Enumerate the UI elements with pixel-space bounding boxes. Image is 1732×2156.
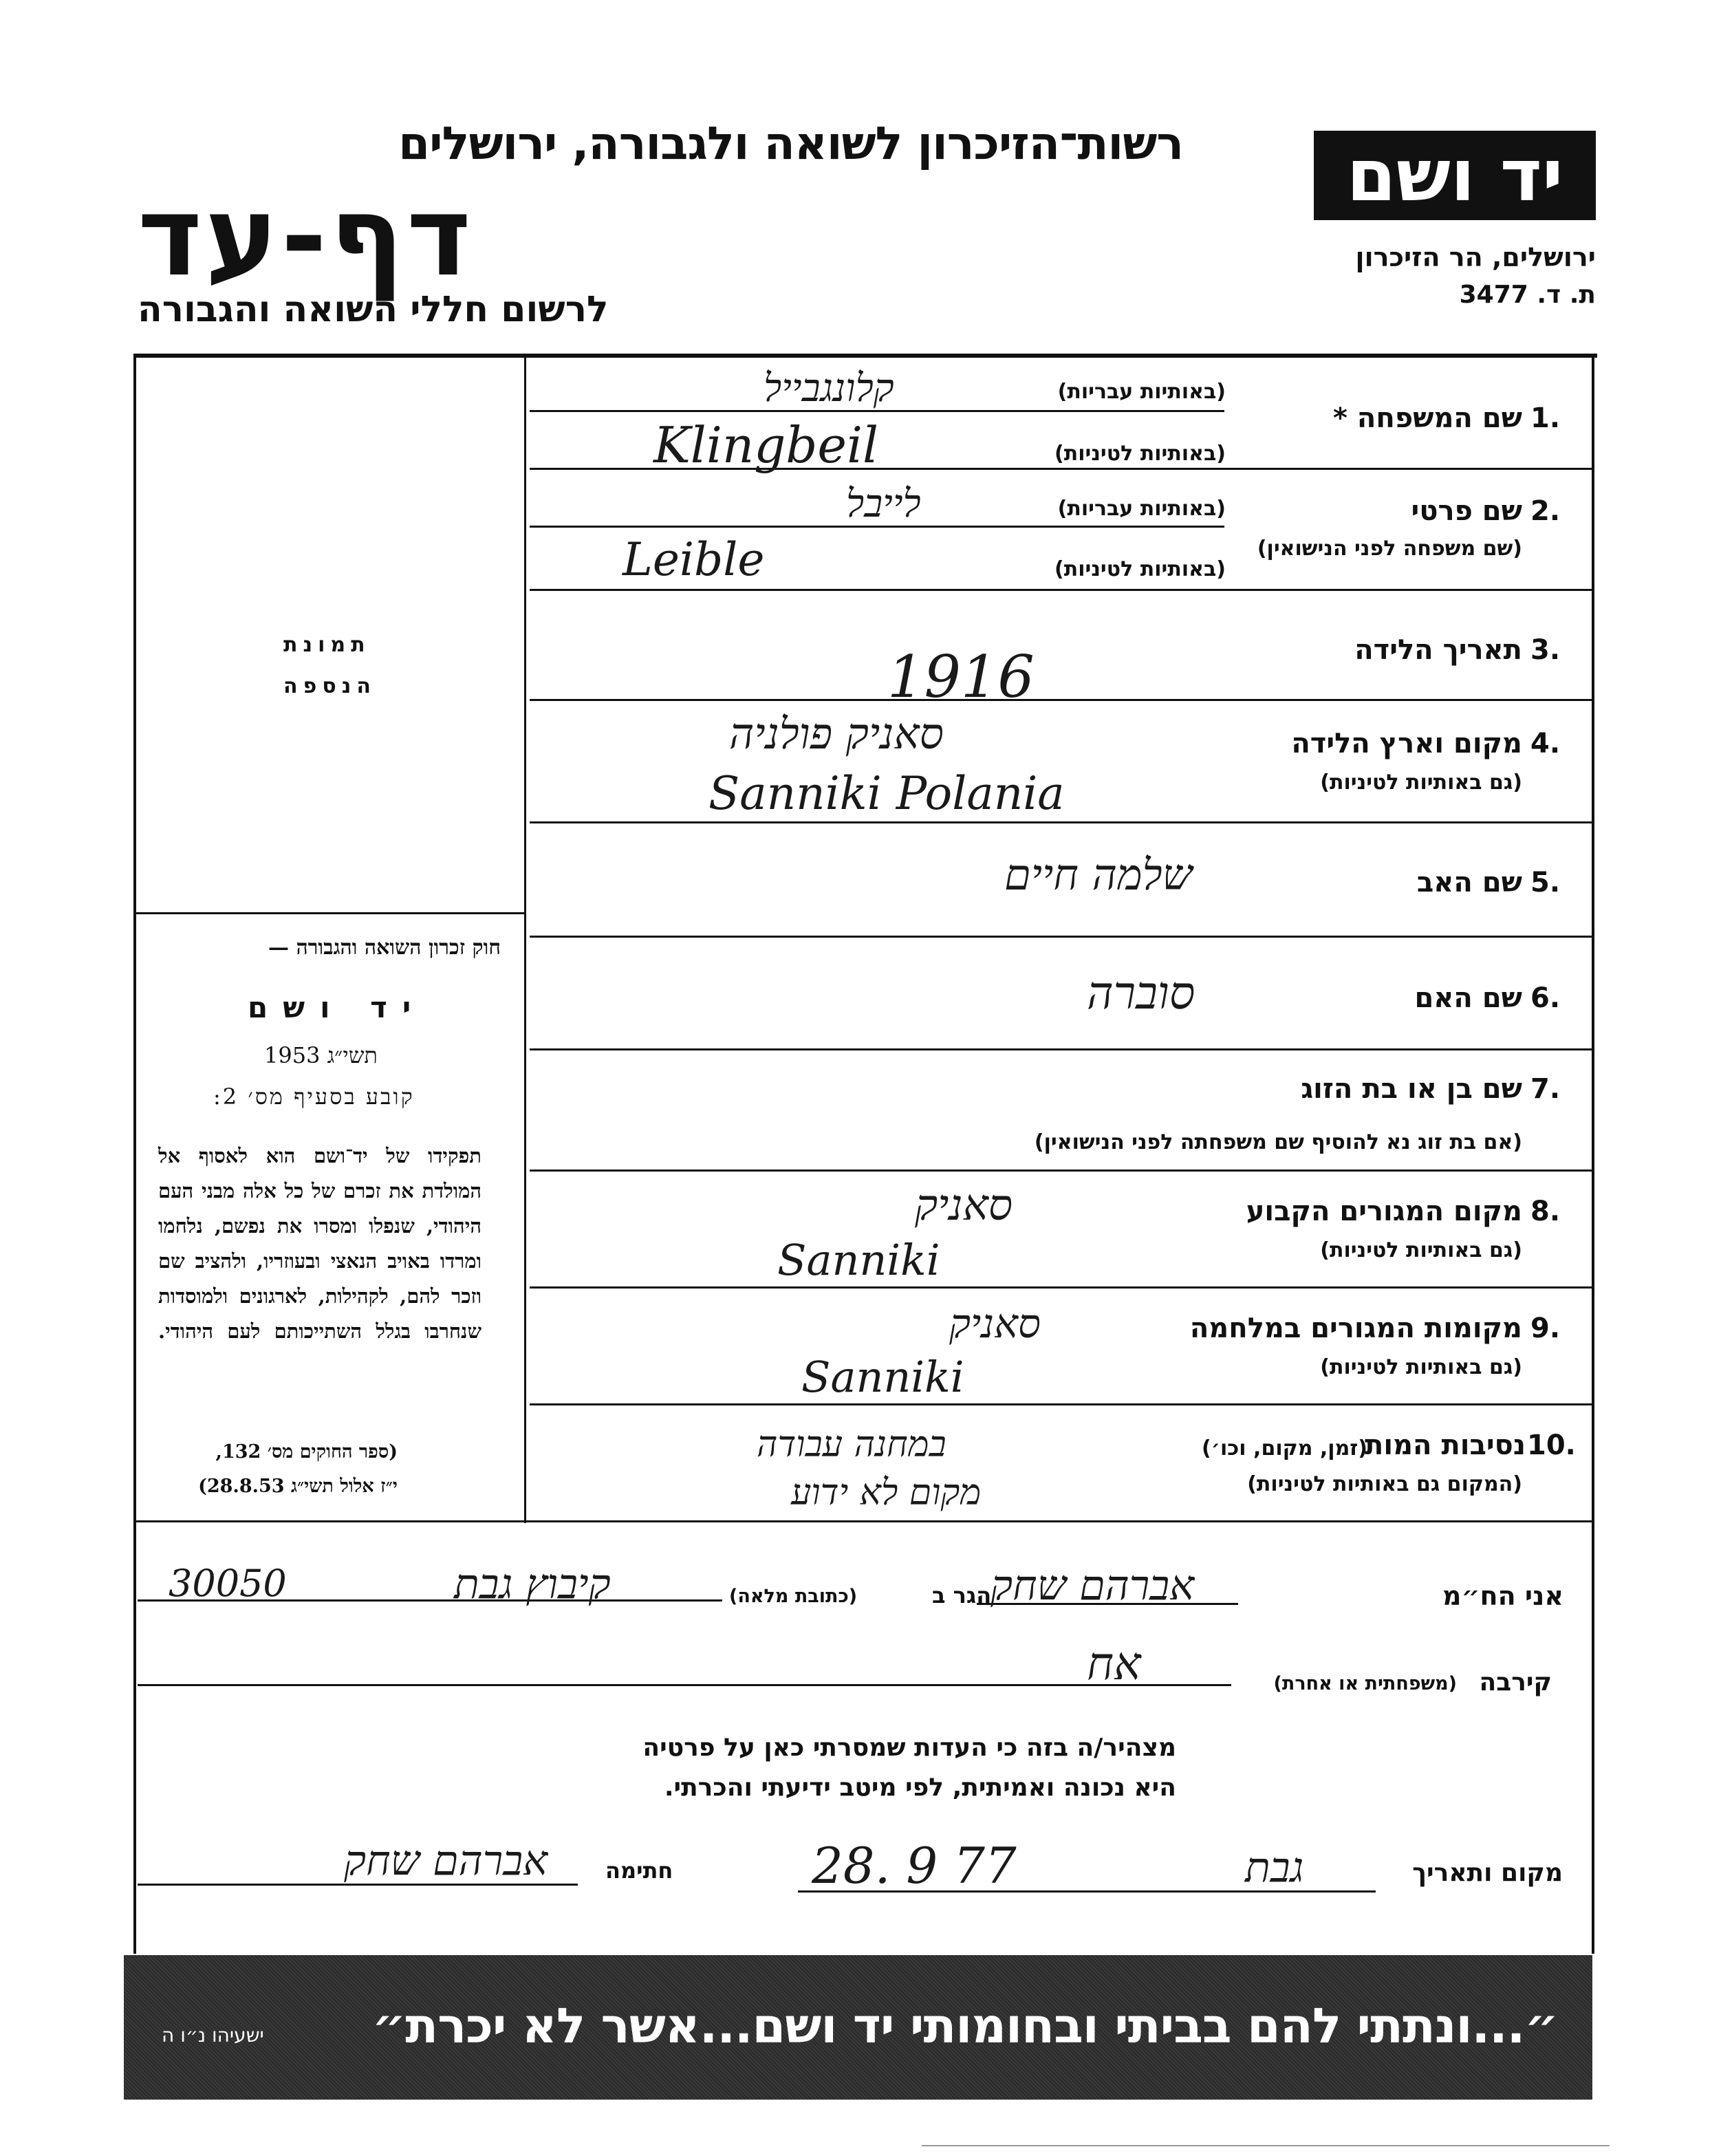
- place-value[interactable]: גבת: [1245, 1844, 1304, 1892]
- relation-hint: (משפחתית או אחרת): [1273, 1673, 1457, 1694]
- field-number: 10.: [1527, 1430, 1576, 1461]
- row-line: [530, 1169, 1593, 1172]
- latin-letters-note: (המקום גם באותיות לטיניות): [1247, 1472, 1522, 1496]
- latin-letters-note: (גם באותיות לטיניות): [1320, 1238, 1522, 1262]
- field-label-wartime-residence: מקומות המגורים במלחמה: [1189, 1313, 1522, 1344]
- witness-name-value[interactable]: אברהם שחק: [991, 1562, 1195, 1610]
- field-number: 1.: [1530, 402, 1561, 434]
- latin-letters-note: (גם באותיות לטיניות): [1320, 1355, 1522, 1379]
- row-line: [530, 1286, 1593, 1289]
- law-source-1: (ספר החוקים מס׳ 132,: [215, 1441, 398, 1463]
- residing-label: הגר ב: [932, 1582, 992, 1608]
- banner-quote: ״...ונתתי להם בביתי ובחומותי יד ושם...אשר לא יכרת״: [371, 1998, 1558, 2054]
- banner-source: ישעיהו נ״ו ה: [162, 2024, 264, 2047]
- signature-label: חתימה: [605, 1857, 673, 1884]
- address-line: ירושלים, הר הזיכרון: [1355, 242, 1596, 272]
- birth-date-value[interactable]: 1916: [887, 643, 1035, 711]
- form-right-border: [1592, 354, 1594, 1954]
- witness-i-label: אני הח״מ: [1442, 1581, 1563, 1611]
- field-label-birth-date: תאריך הלידה: [1354, 634, 1522, 666]
- photo-box-divider: [133, 912, 526, 914]
- address-hint: (כתובת מלאה): [729, 1586, 858, 1607]
- field-label-father-name: שם האב: [1416, 867, 1522, 898]
- field-label-birth-place: מקום וארץ הלידה: [1291, 728, 1522, 759]
- first-name-latin-value[interactable]: Leible: [623, 533, 765, 586]
- field-number: 2.: [1530, 495, 1561, 527]
- column-divider: [524, 354, 526, 1523]
- po-box: ת. ד. 3477: [1459, 281, 1596, 309]
- place-date-label: מקום ותאריך: [1412, 1859, 1563, 1887]
- death-circumstances-hint: (זמן, מקום, וכו׳): [1201, 1436, 1367, 1460]
- wartime-residence-hebrew-value[interactable]: סאניק: [949, 1300, 1041, 1347]
- father-name-value[interactable]: שלמה חיים: [1004, 850, 1193, 900]
- row-line: [530, 589, 1593, 591]
- law-name: יד ושם: [248, 991, 426, 1024]
- permanent-residence-latin-value[interactable]: Sanniki: [777, 1235, 940, 1285]
- form-left-border: [133, 354, 136, 1954]
- row-line: [530, 821, 1593, 823]
- mother-name-value[interactable]: סוברה: [1087, 967, 1195, 1020]
- declaration-line-2: היא נכונה ואמיתית, לפי מיטב ידיעתי והכרתי.: [664, 1774, 1176, 1802]
- hebrew-letters-hint: (באותיות עבריות): [1057, 380, 1226, 404]
- bottom-rule: [922, 2145, 1610, 2146]
- permanent-residence-hebrew-value[interactable]: סאניק: [915, 1180, 1013, 1230]
- postal-code-value[interactable]: 30050: [169, 1562, 287, 1605]
- field-label-first-name: שם פרטי: [1411, 495, 1522, 527]
- family-name-latin-value[interactable]: Klingbeil: [653, 416, 879, 474]
- birth-place-hebrew-value[interactable]: סאניק פולניה: [729, 709, 944, 759]
- signature-value[interactable]: אברהם שחק: [344, 1837, 548, 1885]
- law-source-2: י״ז אלול תשי״ג 28.8.53): [198, 1476, 398, 1497]
- form-title: דף-עד: [138, 172, 475, 301]
- field-label-death-circumstances: נסיבות המות: [1365, 1430, 1526, 1461]
- row-line: [530, 936, 1593, 938]
- field-number: 7.: [1530, 1073, 1561, 1105]
- photo-label-2: הנספה: [283, 674, 376, 698]
- declaration-line-1: מצהיר/ה בזה כי העדות שמסרתי כאן על פרטיה: [642, 1734, 1176, 1762]
- row-line: [530, 1048, 1593, 1050]
- field-number: 4.: [1530, 728, 1561, 759]
- hebrew-letters-hint: (באותיות עבריות): [1057, 497, 1226, 521]
- row-line: [133, 1520, 1593, 1522]
- relation-value[interactable]: אח: [1087, 1637, 1141, 1690]
- date-value[interactable]: 28. 9 77: [812, 1837, 1017, 1895]
- death-circumstances-value-1[interactable]: במחנה עבודה: [757, 1424, 946, 1465]
- form-top-border: [133, 354, 1597, 358]
- law-body: תפקידו של יד־ושם הוא לאסוף אל המולדת את זכרם של כל אלה מבני העם היהודי, שנפלו ומסרו את נפשם, נלחמו ומרדו באויב הנאצי ובעוזריו, ולהציב שם וזכר להם, לקהילות, לארגונים ולמוסדות שנחרבו בגלל השתייכותם לעם היהודי.: [158, 1144, 481, 1343]
- field-label-mother-name: שם האם: [1414, 982, 1522, 1014]
- field-number: 8.: [1530, 1196, 1561, 1227]
- form-subtitle: לרשום חללי השואה והגבורה: [138, 289, 609, 330]
- field-number: 9.: [1530, 1313, 1561, 1344]
- law-clause: קובע בסעיף מס׳ 2:: [213, 1084, 415, 1110]
- relation-line: [138, 1684, 1231, 1686]
- field-number: 5.: [1530, 867, 1561, 898]
- address-value[interactable]: קיבוץ גבת: [454, 1560, 611, 1608]
- yad-vashem-logo: [1314, 131, 1596, 220]
- field-label-spouse-name: שם בן או בת הזוג: [1301, 1073, 1522, 1105]
- field-number: 6.: [1530, 982, 1561, 1014]
- family-name-hebrew-value[interactable]: קלונגבייל: [764, 366, 894, 411]
- authority-name: רשות־הזיכרון לשואה ולגבורה, ירושלים: [398, 117, 1183, 170]
- wartime-residence-latin-value[interactable]: Sanniki: [801, 1352, 964, 1402]
- law-year: תשי״ג 1953: [264, 1042, 378, 1068]
- spouse-note: (אם בת זוג נא להוסיף שם משפחתה לפני הנישואין): [1034, 1130, 1522, 1154]
- row-line: [530, 1403, 1593, 1405]
- birth-place-latin-value[interactable]: Sanniki Polania: [708, 767, 1065, 820]
- field-number: 3.: [1530, 634, 1561, 666]
- first-name-hebrew-value[interactable]: לייבל: [846, 482, 921, 526]
- field-label-family-name: שם המשפחה *: [1333, 402, 1522, 434]
- row-line: [530, 699, 1593, 701]
- maiden-name-note: (שם משפחה לפני הנישואין): [1257, 537, 1522, 561]
- relation-label: קירבה: [1479, 1668, 1552, 1696]
- field-label-permanent-residence: מקום המגורים הקבוע: [1246, 1196, 1522, 1227]
- logo-text: יד ושם: [1346, 133, 1563, 217]
- law-heading: חוק זכרון השואה והגבורה —: [268, 936, 501, 960]
- photo-label-1: תמונת: [283, 633, 371, 657]
- death-circumstances-value-2[interactable]: מקום לא ידוע: [791, 1472, 982, 1513]
- latin-letters-note: (גם באותיות לטיניות): [1320, 770, 1522, 795]
- latin-letters-hint: (באותיות לטיניות): [1054, 557, 1226, 581]
- latin-letters-hint: (באותיות לטיניות): [1054, 442, 1226, 466]
- quote-banner: [124, 1955, 1592, 2100]
